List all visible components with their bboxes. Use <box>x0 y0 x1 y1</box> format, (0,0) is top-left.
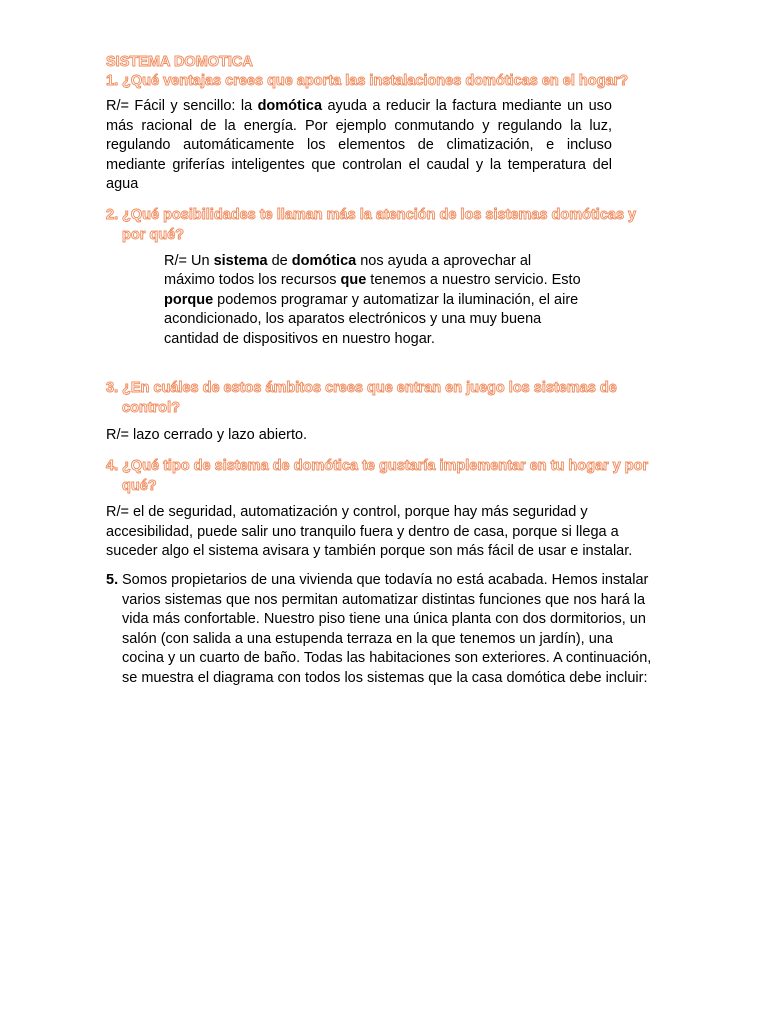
document-title: SISTEMA DOMOTICA <box>106 54 253 70</box>
question-5 <box>106 571 656 689</box>
question-2-number: 2. <box>106 207 119 223</box>
answer-2-b3: que <box>340 272 367 289</box>
question-1-text: ¿Qué ventajas crees que aporta las instalaciones domóticas en el hogar? <box>122 73 629 89</box>
question-3 <box>106 378 651 418</box>
answer-4: R/= el de seguridad, automatización y control, porque hay más seguridad y accesibilidad, puede salir uno tranquilo fuera y dentro de casa, porque si llega a suceder algo el sistema avisara y también porque son más fácil de usar e instalar. <box>106 504 633 560</box>
question-5-text: Somos propietarios de una vivienda que todavía no está acabada. Hemos instalar varios sistemas que nos permitan automatizar distintas funciones que nos hará la vida más confortable. Nuestro piso tiene una única planta con dos dormitorios, un salón (con salida a una estupenda terraza en la que tenemos un jardín), una cocina y un cuarto de baño. Todas las habitaciones son exteriores. A continuación, se muestra el diagrama con todos los sistemas que la casa domótica debe incluir: <box>122 572 652 686</box>
answer-2 <box>164 252 584 349</box>
question-3-number: 3. <box>106 380 119 396</box>
answer-2-p4: tenemos a nuestro servicio. Esto <box>366 272 581 289</box>
answer-1-part-a: R/= Fácil y sencillo: la <box>106 98 258 114</box>
answer-1-bold-domotica: domótica <box>257 98 323 114</box>
answer-2-p5: podemos programar y automatizar la iluminación, el aire acondicionado, los aparatos electrónicos y una muy buena cantidad de dispositivos en nuestro hogar. <box>164 291 579 347</box>
question-3-text: ¿En cuáles de estos ámbitos crees que entran en juego los sistemas de control? <box>122 380 617 416</box>
answer-2-b1: sistema <box>213 253 268 269</box>
question-5-number: 5. <box>106 572 119 588</box>
question-1 <box>106 71 651 91</box>
answer-1-part-c: ayuda a reducir la factura mediante un uso más racional de la energía. Por ejemplo conmutando y regulando la luz, regulando automáticamente los elementos de climatización, e incluso mediante griferías inteligentes que controlan el caudal y la temperatura del agua <box>106 98 612 193</box>
answer-2-p2: de <box>267 253 292 269</box>
question-2-text: ¿Qué posibilidades te llaman más la atención de los sistemas domóticas y por qué? <box>122 207 637 243</box>
question-4 <box>106 456 651 496</box>
question-4-number: 4. <box>106 458 119 474</box>
question-2 <box>106 205 651 245</box>
answer-3: R/= lazo cerrado y lazo abierto. <box>106 427 308 443</box>
question-4-text: ¿Qué tipo de sistema de domótica te gustaría implementar en tu hogar y por qué? <box>122 458 649 494</box>
answer-2-b4: porque <box>164 291 214 308</box>
answer-1 <box>106 97 612 195</box>
answer-2-p1: R/= Un <box>164 253 214 269</box>
answer-2-b2: domótica <box>291 253 357 269</box>
answer-2-p3: nos ayuda a aprovechar al máximo todos los recursos <box>164 253 532 289</box>
question-1-number: 1. <box>106 73 119 89</box>
